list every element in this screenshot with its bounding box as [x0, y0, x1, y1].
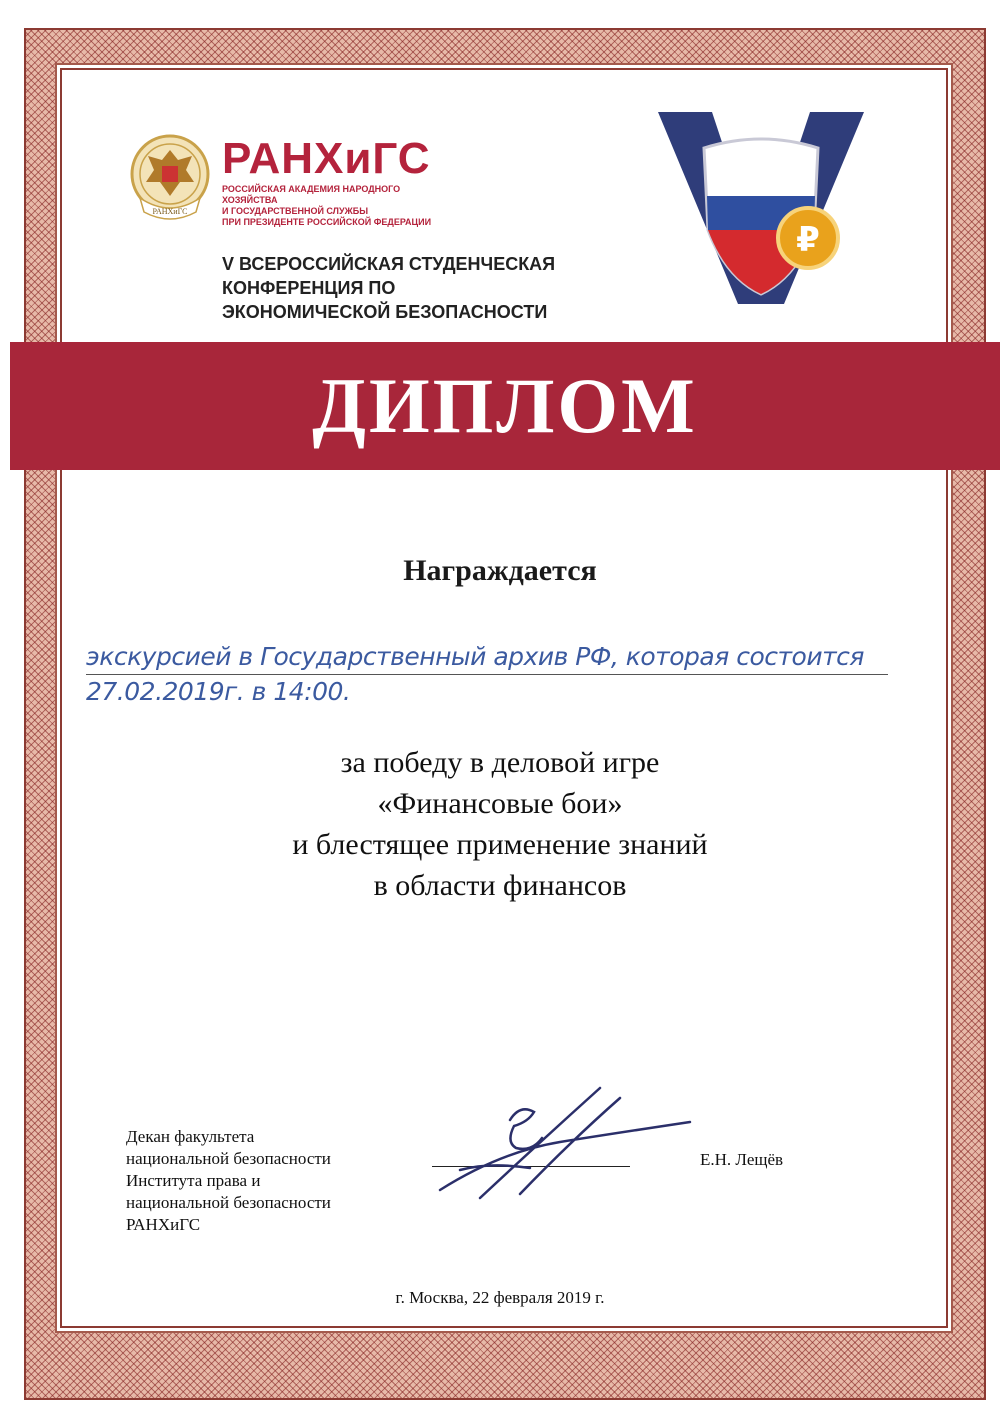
conference-shield-logo-icon [656, 110, 866, 306]
seal-text: РАНХиГС [152, 207, 188, 216]
position-line: РАНХиГС [126, 1215, 201, 1234]
handwritten-signature [420, 1082, 700, 1202]
title-banner [10, 342, 1000, 470]
org-full-line: И ГОСУДАРСТВЕННОЙ СЛУЖБЫ [222, 206, 369, 216]
conference-line: ЭКОНОМИЧЕСКОЙ БЕЗОПАСНОСТИ [222, 302, 548, 322]
reason-line: «Финансовые бои» [377, 787, 623, 820]
org-name: РАНХиГС [222, 134, 431, 183]
position-line: национальной безопасности [126, 1149, 331, 1168]
reason-line: и блестящее применение знаний [292, 828, 708, 861]
place-and-date: г. Москва, 22 февраля 2019 г. [395, 1288, 605, 1307]
state-emblem-seal-icon [126, 132, 214, 228]
recipient-line: экскурсией в Государственный архив РФ, которая состоится [86, 640, 888, 675]
recipient-line: 27.02.2019г. в 14:00. [86, 677, 351, 706]
org-full-line: ПРИ ПРЕЗИДЕНТЕ РОССИЙСКОЙ ФЕДЕРАЦИИ [222, 217, 432, 227]
conference-title [222, 252, 642, 324]
org-full-line: РОССИЙСКАЯ АКАДЕМИЯ НАРОДНОГО ХОЗЯЙСТВА [222, 184, 401, 205]
position-line: национальной безопасности [126, 1193, 331, 1212]
reason-line: за победу в деловой игре [340, 746, 660, 779]
conference-line: V ВСЕРОССИЙСКАЯ СТУДЕНЧЕСКАЯ [222, 254, 556, 274]
diploma-title: ДИПЛОМ [312, 362, 698, 449]
award-reason [0, 742, 1000, 906]
ruble-coin-icon [778, 208, 838, 268]
position-line: Декан факультета [126, 1127, 255, 1146]
conference-line: КОНФЕРЕНЦИЯ ПО [222, 278, 396, 298]
position-line: Института права и [126, 1171, 261, 1190]
org-full-name [222, 184, 442, 228]
reason-line: в области финансов [373, 869, 627, 902]
awarded-label: Награждается [403, 554, 597, 587]
signatory-name: Е.Н. Лещёв [700, 1150, 784, 1169]
svg-text:₽: ₽ [796, 220, 820, 260]
signatory-position [126, 1126, 386, 1236]
recipient-handwritten [86, 640, 896, 709]
